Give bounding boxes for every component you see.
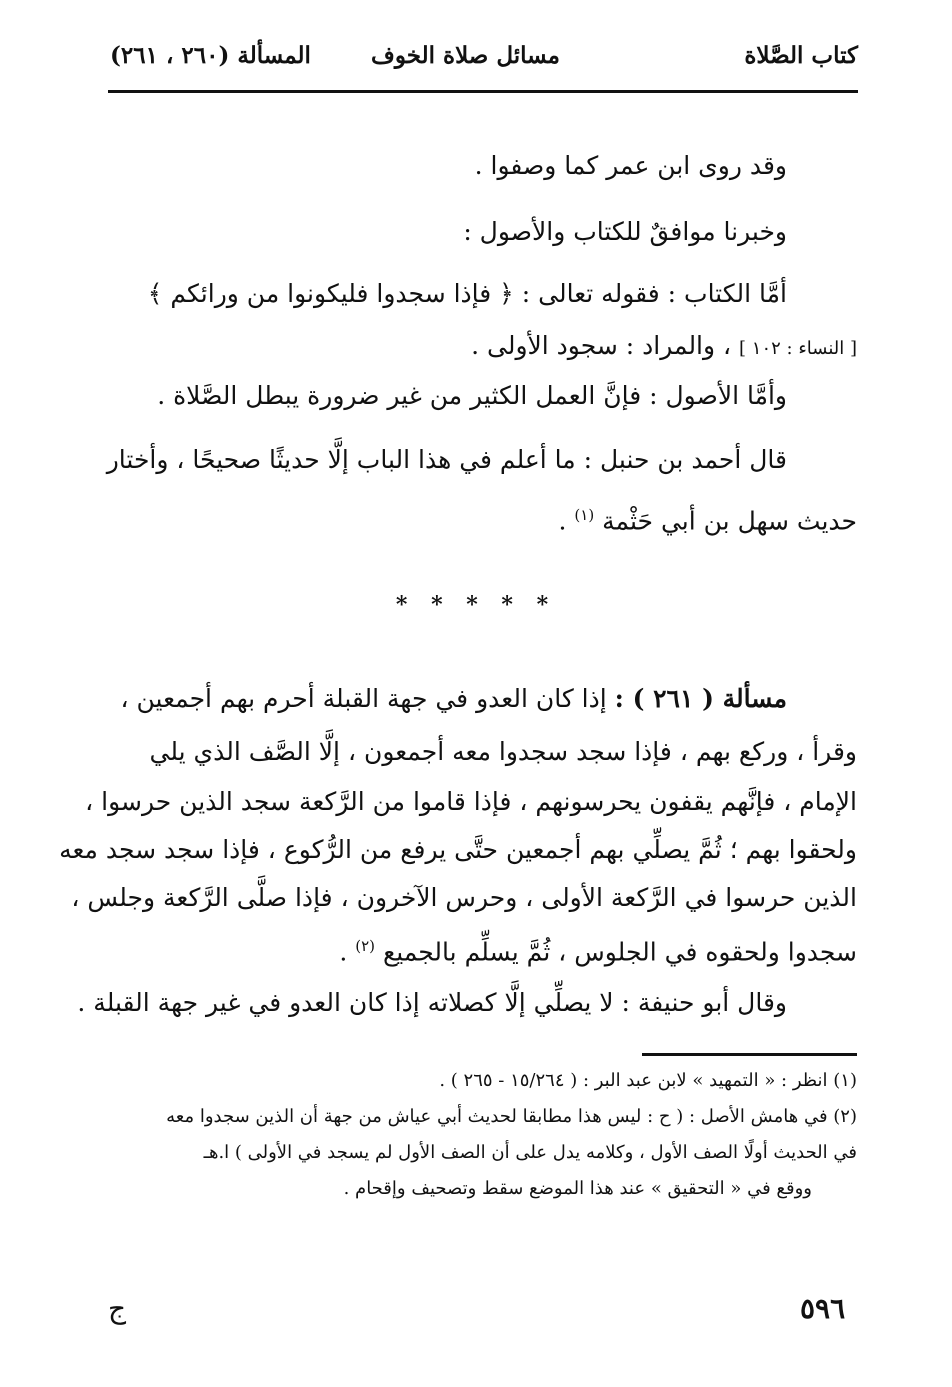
paragraph-4: وأمَّا الأصول : فإنَّ العمل الكثير من غير ضرورة يبطل الصَّلاة . (157, 381, 787, 410)
header-issue-number: المسألة (٢٦٠ ، ٢٦١) (110, 42, 311, 69)
footnote-2-line-2: في الحديث أولًا الصف الأول ، وكلامه يدل على أن الصف الأول لم يسجد في الأولى ) ا.هـ (203, 1142, 857, 1163)
paragraph-5-text: حديث سهل بن أبي حَثْمة (602, 506, 857, 536)
footnote-marker-1: (١) (574, 506, 595, 524)
paragraph-5-line-2 (97, 487, 857, 549)
paragraph-1: وقد روى ابن عمر كما وصفوا . (474, 151, 787, 180)
running-header (110, 42, 858, 82)
header-book-title: كتاب الصَّلاة (744, 42, 858, 69)
header-rule (108, 90, 858, 93)
issue-261-line-3: الإمام ، فإنَّهم يقفون يحرسونهم ، فإذا قاموا من الرَّكعة سجد الذين حرسوا ، (85, 787, 857, 816)
header-chapter-title: مسائل صلاة الخوف (371, 42, 560, 69)
issue-261-period: . (339, 937, 348, 967)
issue-261-line-1 (87, 671, 787, 727)
signature-mark: ج (108, 1292, 127, 1325)
quran-reference: [ النساء : ١٠٢ ] (739, 338, 857, 359)
paragraph-3-line-1: أمَّا الكتاب : فقوله تعالى : ﴿ فإذا سجدوا فليكونوا من ورائكم ﴾ (147, 279, 787, 308)
paragraph-2: وخبرنا موافقٌ للكتاب والأصول : (463, 217, 787, 246)
footnote-marker-2: (٢) (355, 937, 376, 955)
page-number: ٥٩٦ (800, 1292, 846, 1325)
footnote-2-line-3: ووقع في « التحقيق » عند هذا الموضع سقط وتصحيف وإقحام . (343, 1178, 812, 1199)
issue-261-label: مسألة ( ٢٦١ ) : (614, 684, 787, 713)
paragraph-5-period: . (558, 506, 567, 536)
issue-261-line-2: وقرأ ، وركع بهم ، فإذا سجد سجدوا معه أجمعون ، إلَّا الصَّف الذي يلي (149, 737, 857, 766)
footnote-2-line-1: (٢) في هامش الأصل : ( ح : ليس هذا مطابقا لحديث أبي عياش من جهة أن الذين سجدوا معه (166, 1106, 857, 1127)
issue-261-line-5: الذين حرسوا في الرَّكعة الأولى ، وحرس الآخرون ، فإذا صلَّى الرَّكعة وجلس ، (71, 883, 857, 912)
section-divider-stars: * * * * * (395, 592, 557, 618)
issue-261-text-6: سجدوا ولحقوه في الجلوس ، ثُمَّ يسلِّم بالجميع (382, 937, 857, 967)
issue-261-text-1: إذا كان العدو في جهة القبلة أحرم بهم أجمعين ، (120, 684, 607, 713)
issue-261-line-6 (97, 918, 857, 980)
issue-261-line-4: ولحقوا بهم ؛ ثُمَّ يصلِّي بهم أجمعين حتَّى يرفع من الرُّكوع ، فإذا سجد سجد معه (59, 835, 857, 864)
paragraph-abu-hanifa: وقال أبو حنيفة : لا يصلِّي إلَّا كصلاته إذا كان العدو في غير جهة القبلة . (77, 988, 787, 1017)
paragraph-3-continuation: ، والمراد : سجود الأولى . (471, 331, 732, 360)
footnote-separator (642, 1053, 857, 1056)
footnote-1: (١) انظر : « التمهيد » لابن عبد البر : ( ١٥/٢٦٤ - ٢٦٥ ) . (439, 1070, 857, 1091)
paragraph-5-line-1: قال أحمد بن حنبل : ما أعلم في هذا الباب إلَّا حديثًا صحيحًا ، وأختار (106, 445, 787, 474)
